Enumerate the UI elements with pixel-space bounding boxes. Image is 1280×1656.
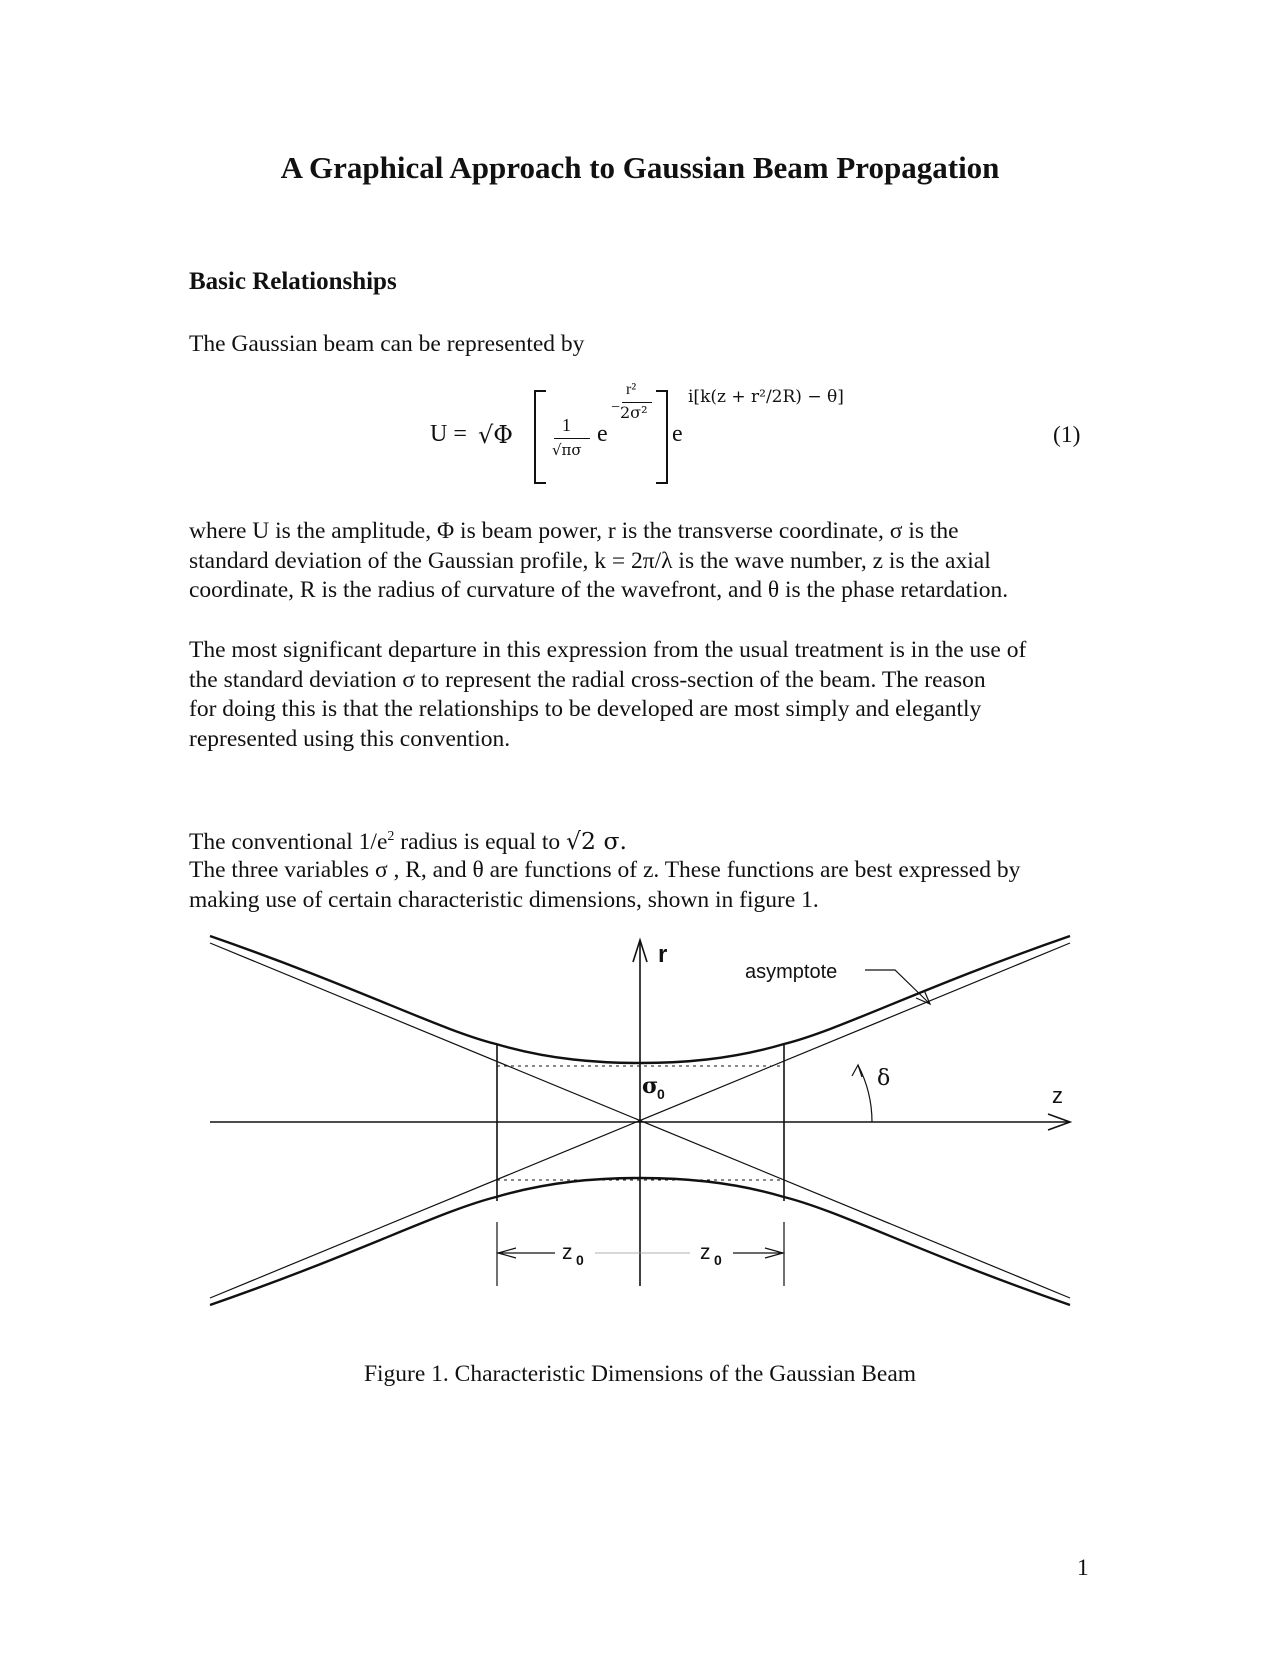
- asymptote-label: asymptote: [745, 961, 838, 983]
- functions-paragraph: The three variables σ , R, and θ are functions of z. These functions are best expressed by making use of certain characteristic dimensions, shown in figure 1.: [189, 857, 1021, 913]
- eq-frac-num: 1: [562, 415, 571, 435]
- sigma0-subscript: 0: [657, 1086, 665, 1102]
- section-heading: Basic Relationships: [189, 268, 397, 295]
- z0-left-subscript: 0: [576, 1252, 584, 1268]
- z0-right-label: z: [700, 1241, 711, 1264]
- equation-number: (1): [1053, 422, 1081, 448]
- eq-sqrt-phi: √Φ: [478, 421, 513, 449]
- page-title: A Graphical Approach to Gaussian Beam Propagation: [280, 150, 1000, 185]
- eq-phase-exponent: i[k(z + r²/2R) − θ]: [688, 387, 844, 407]
- eq-e2: e: [672, 421, 683, 447]
- eq-exp-sign: −: [611, 399, 621, 416]
- radius-value: √2 σ.: [566, 826, 627, 855]
- definitions-paragraph: where U is the amplitude, Φ is beam power, r is the transverse coordinate, σ is the standard deviation of the Gaussian profile, k = 2π/λ is the wave number, z is the axial coordinate, R is the radius of curvature of the wavefront, and θ is the phase retardation.: [189, 518, 1009, 603]
- sigma0-label: σ: [642, 1073, 659, 1099]
- departure-paragraph: The most significant departure in this expression from the usual treatment is in the use of the standard deviation σ to represent the radial cross-section of the beam. The reason for doing this is that the relationships to be developed are most simply and elegantly represented using this convention.: [189, 637, 1027, 752]
- z0-right-subscript: 0: [714, 1252, 722, 1268]
- figure-caption: Figure 1. Characteristic Dimensions of the Gaussian Beam: [363, 1361, 917, 1387]
- delta-angle-arc: [858, 1065, 872, 1122]
- delta-label: δ: [877, 1066, 891, 1091]
- eq-frac-den: √πσ: [552, 441, 582, 459]
- eq-lhs: U =: [430, 421, 467, 447]
- page-number: 1: [1077, 1555, 1089, 1581]
- eq-e1: e: [597, 421, 608, 447]
- radius-text-pre: The conventional: [189, 828, 359, 855]
- z0-left-label: z: [562, 1241, 573, 1264]
- asymptote-leader: [865, 970, 930, 1004]
- eq-exp-num: r²: [626, 381, 637, 398]
- z-axis-label: z: [1052, 1083, 1063, 1108]
- intro-paragraph: The Gaussian beam can be represented by: [189, 331, 585, 357]
- r-axis-label: r: [658, 941, 668, 968]
- eq-exp-den: 2σ²: [620, 403, 648, 422]
- radius-fraction-exponent: 2: [387, 828, 395, 844]
- radius-text-mid: radius is equal to: [394, 828, 567, 855]
- radius-fraction: 1/e: [358, 828, 388, 855]
- delta-angle-arrowhead: [852, 1065, 862, 1077]
